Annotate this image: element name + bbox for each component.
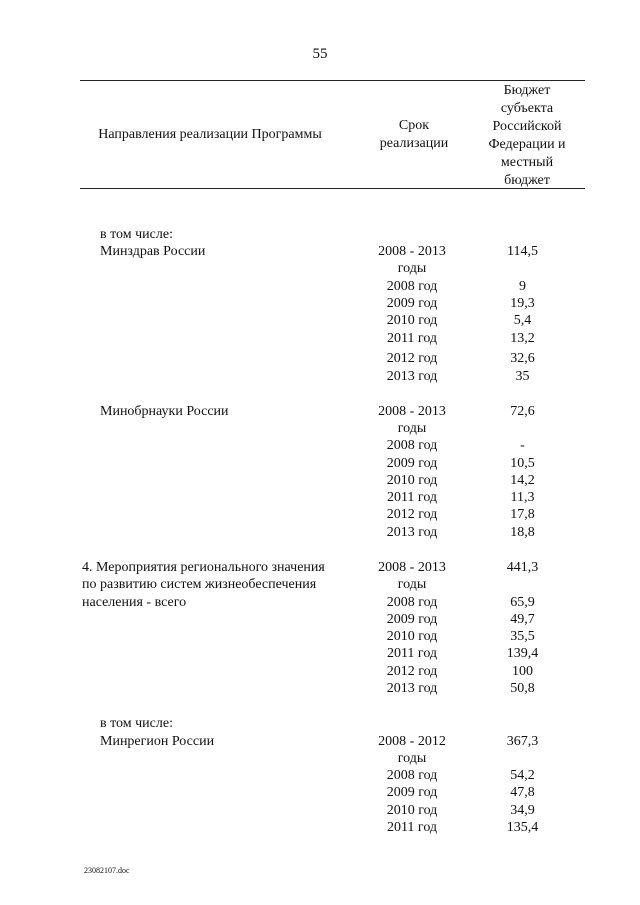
row-period: 2009 год — [386, 612, 438, 627]
row-period: 2010 год — [386, 803, 438, 818]
row-value: - — [520, 438, 525, 453]
header-budget — [468, 82, 586, 190]
header-budget-line: субъекта — [500, 101, 554, 116]
row-value: 5,4 — [513, 313, 532, 328]
row-value: 19,3 — [510, 296, 535, 311]
row-period: 2008 - 2013 — [378, 404, 446, 419]
row-period: 2008 - 2013 — [378, 560, 446, 575]
row-period: 2008 год — [386, 595, 438, 610]
row-value: 367,3 — [506, 734, 539, 749]
row-period: 2009 год — [386, 296, 438, 311]
row-value: 72,6 — [510, 404, 535, 419]
row-period: 2013 год — [386, 525, 438, 540]
row-value: 135,4 — [506, 820, 539, 835]
row-period: годы — [397, 577, 427, 592]
row-value: 47,8 — [510, 785, 535, 800]
row-value: 14,2 — [510, 473, 535, 488]
row-period: 2011 год — [386, 331, 438, 346]
row-value: 9 — [519, 279, 526, 294]
row-period: годы — [397, 751, 427, 766]
row-period: 2008 год — [386, 768, 438, 783]
row-value: 13,2 — [510, 331, 535, 346]
row-period: 2011 год — [386, 490, 438, 505]
row-period: 2010 год — [386, 473, 438, 488]
row-value: 441,3 — [506, 560, 539, 575]
row-value: 114,5 — [507, 244, 538, 259]
row-label: в том числе: — [100, 227, 173, 242]
header-period-line: Срок — [398, 118, 430, 133]
row-label: населения - всего — [82, 595, 187, 610]
row-value: 54,2 — [510, 768, 535, 783]
row-label: Минрегион России — [100, 734, 215, 749]
row-period: 2009 год — [386, 785, 438, 800]
row-value: 65,9 — [510, 595, 535, 610]
row-period: 2012 год — [386, 351, 438, 366]
row-label: по развитию систем жизнеобеспечения — [82, 577, 317, 592]
table-header-rule — [80, 188, 585, 189]
row-value: 34,9 — [510, 803, 535, 818]
header-budget-line: Российской — [492, 119, 562, 134]
header-budget-line: Бюджет — [503, 83, 551, 98]
row-value: 10,5 — [510, 456, 535, 471]
table-top-rule — [80, 80, 585, 81]
row-period: 2009 год — [386, 456, 438, 471]
row-period: 2011 год — [386, 820, 438, 835]
row-value: 139,4 — [506, 646, 539, 661]
row-period: 2013 год — [386, 681, 438, 696]
header-budget-line: Федерации и — [488, 137, 566, 152]
row-value: 100 — [512, 664, 533, 679]
row-period: 2010 год — [386, 629, 438, 644]
row-value: 35,5 — [510, 629, 535, 644]
row-period: 2011 год — [386, 646, 438, 661]
row-period: 2008 год — [386, 438, 438, 453]
row-period: годы — [397, 421, 427, 436]
row-value: 17,8 — [510, 507, 535, 522]
footer-filename: 23082107.doc — [84, 866, 130, 875]
row-period: 2008 - 2012 — [378, 734, 446, 749]
row-label: Минобрнауки России — [100, 404, 229, 419]
row-period: годы — [397, 261, 427, 276]
header-budget-line: бюджет — [504, 173, 550, 188]
row-period: 2010 год — [386, 313, 438, 328]
row-period: 2008 год — [386, 279, 438, 294]
row-label: Минздрав России — [100, 244, 206, 259]
row-label: в том числе: — [100, 716, 173, 731]
row-value: 11,3 — [510, 490, 535, 505]
row-period: 2012 год — [386, 664, 438, 679]
row-period: 2012 год — [386, 507, 438, 522]
row-period: 2013 год — [386, 369, 438, 384]
header-directions: Направления реализации Программы — [98, 127, 322, 142]
header-period — [372, 117, 456, 153]
page-number: 55 — [312, 46, 328, 62]
row-period: 2008 - 2013 — [378, 244, 446, 259]
row-label: 4. Мероприятия регионального значения — [82, 560, 325, 575]
row-value: 32,6 — [510, 351, 535, 366]
row-value: 49,7 — [510, 612, 535, 627]
row-value: 18,8 — [510, 525, 535, 540]
header-period-line: реализации — [379, 136, 449, 151]
row-value: 35 — [515, 369, 530, 384]
row-value: 50,8 — [510, 681, 535, 696]
header-budget-line: местный — [500, 155, 554, 170]
